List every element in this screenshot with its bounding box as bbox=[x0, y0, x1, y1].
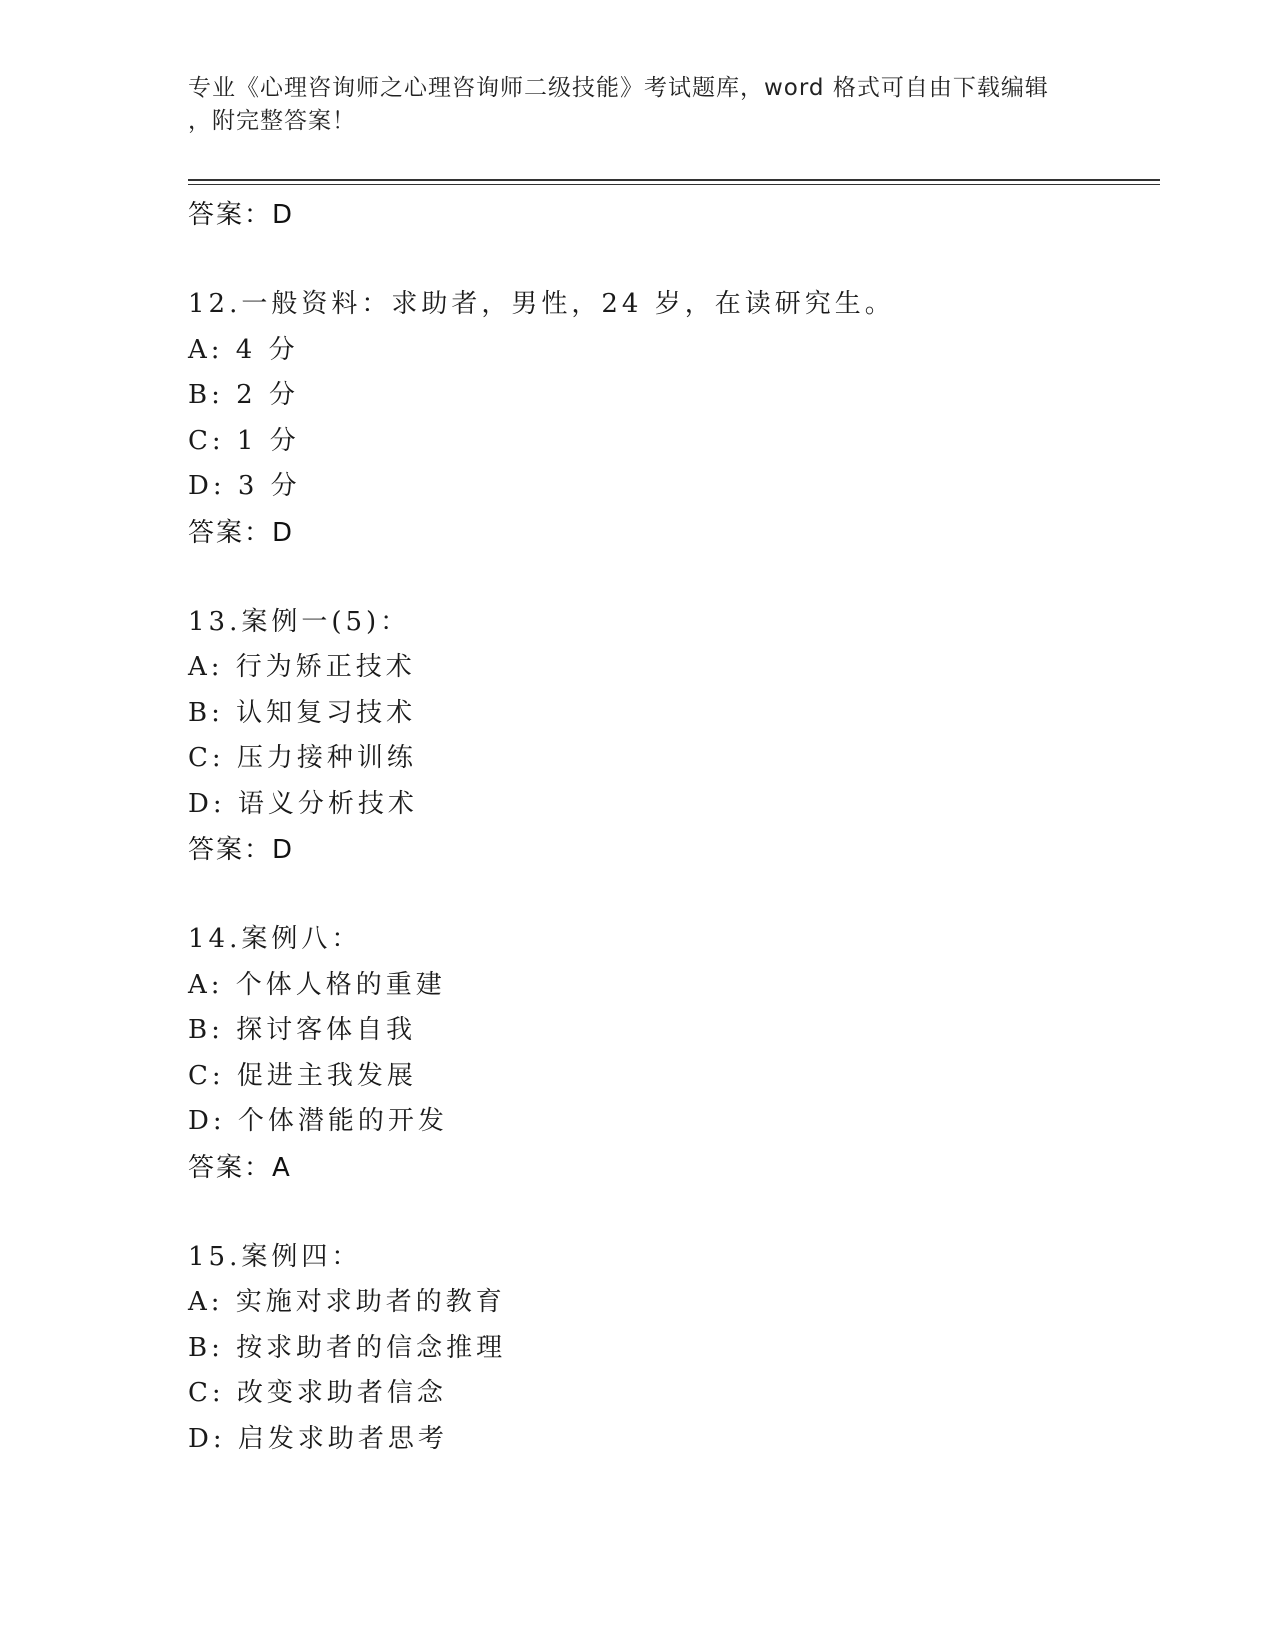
header-line-1: 专业《心理咨询师之心理咨询师二级技能》考试题库，word 格式可自由下载编辑 bbox=[188, 75, 1049, 101]
answer-value: D bbox=[272, 517, 294, 548]
option-b: B: 按求助者的信念推理 bbox=[188, 1332, 507, 1363]
question-stem: 14.案例八： bbox=[188, 924, 362, 954]
question-13 bbox=[188, 600, 1148, 874]
option-d: D: 启发求助者思考 bbox=[188, 1423, 448, 1454]
option-a: A: 实施对求助者的教育 bbox=[188, 1287, 506, 1317]
answer-value: D bbox=[272, 200, 294, 230]
option-c: C: 改变求助者信念 bbox=[188, 1378, 447, 1408]
header-divider-thin bbox=[188, 184, 1160, 185]
option-b: B: 探讨客体自我 bbox=[188, 1015, 417, 1045]
answer-label: 答案： bbox=[188, 1152, 273, 1183]
option-b: B: 认知复习技术 bbox=[188, 697, 417, 728]
header-divider bbox=[188, 179, 1160, 181]
option-d: D: 语义分析技术 bbox=[188, 788, 418, 819]
answer-label: 答案： bbox=[188, 517, 273, 548]
document-header bbox=[188, 72, 1088, 138]
answer-line bbox=[188, 192, 1148, 238]
question-stem: 13.案例一(5)： bbox=[188, 606, 411, 637]
option-d: D: 3 分 bbox=[188, 471, 301, 501]
answer-label: 答案： bbox=[188, 835, 273, 865]
answer-label: 答案： bbox=[188, 200, 273, 230]
question-stem: 15.案例四： bbox=[188, 1241, 362, 1272]
option-c: C: 1 分 bbox=[188, 425, 300, 456]
option-c: C: 促进主我发展 bbox=[188, 1060, 417, 1091]
question-list bbox=[188, 192, 1148, 1462]
option-a: A: 4 分 bbox=[188, 334, 299, 365]
option-c: C: 压力接种训练 bbox=[188, 743, 417, 773]
option-a: A: 行为矫正技术 bbox=[188, 652, 416, 682]
question-14 bbox=[188, 917, 1148, 1191]
answer-value: D bbox=[272, 835, 294, 865]
option-d: D: 个体潜能的开发 bbox=[188, 1106, 448, 1136]
answer-line bbox=[188, 510, 1148, 556]
option-b: B: 2 分 bbox=[188, 380, 299, 410]
answer-line bbox=[188, 1145, 1148, 1191]
question-12 bbox=[188, 282, 1148, 556]
question-stem: 12.一般资料：求助者，男性，24 岁，在读研究生。 bbox=[188, 289, 895, 319]
header-line-2: ，附完整答案！ bbox=[188, 108, 356, 134]
option-a: A: 个体人格的重建 bbox=[188, 969, 446, 1000]
answer-line bbox=[188, 827, 1148, 873]
question-15 bbox=[188, 1235, 1148, 1463]
answer-value: A bbox=[272, 1152, 291, 1183]
